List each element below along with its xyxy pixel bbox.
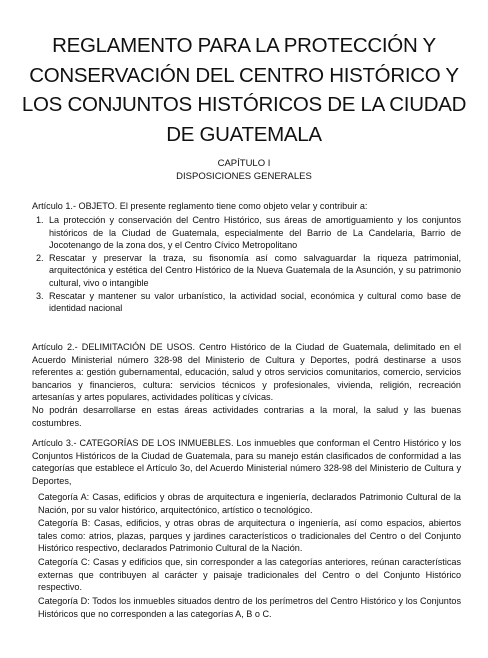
title-line: REGLAMENTO PARA LA PROTECCIÓN Y [52,34,436,57]
list-item-text: Rescatar y mantener su valor urbanístico, la actividad social, económica y cultural como base de identidad nacional [49,290,461,314]
list-item-number: 1. [36,215,44,225]
article-1-list [32,214,461,315]
list-item [32,290,461,315]
category-b: Categoría B: Casas, edificios, y otras obras de arquitectura o ingeniería, así como espacios, abiertos tales como: atrios, plazas, parques y jardines característicos o tradicionales del Centro o del Conjunto Histórico respectivo, declarados Patrimonio Cultural de la Nación. [38,518,461,554]
category-c: Categoría C: Casas y edificios que, sin corresponder a las categorías anteriores, reúnan características externas que contribuyen al carácter y paisaje tradicionales del Centro o del Conjunto Histórico respectivo. [38,557,461,593]
list-item-number: 2. [36,252,44,263]
chapter-name: DISPOSICIONES GENERALES [176,171,312,182]
category-a: Categoría A: Casas, edificios y obras de arquitectura e ingeniería, declarados Patrimonio Cultural de la Nación, por su valor histórico, arquitectónico, artístico o tecnológico. [38,492,461,515]
article-3-text: Artículo 3.- CATEGORÍAS DE LOS INMUEBLES. Los inmuebles que conforman el Centro Histórico y los Conjuntos Históricos de la Ciudad de Guatemala, para su manejo están clasificados de conformidad a las categorías que establece el Artículo 3o, del Acuerdo Ministerial número 328-98 del Ministerio de Cultura y Deportes, [32,438,461,486]
document-title [18,31,470,149]
article-2-text: Artículo 2.- DELIMITACIÓN DE USOS. Centro Histórico de la Ciudad de Guatemala, delimitado en el Acuerdo Ministerial número 328-98 del Ministerio de Cultura y Deportes, podrá destinarse a usos referentes a: gestión gubernamental, educación, salud y otros servicios comunitarios, comercio, servicios bancarios y financieros, cultura: servicios técnicos y profesionales, vivienda, religión, recreación artesanías y artes populares, actividades políticas y cívicas. [32,342,461,403]
title-line: CONSERVACIÓN DEL CENTRO HISTÓRICO Y [29,63,459,87]
list-item-text: La protección y conservación del Centro Histórico, sus áreas de amortiguamiento y los conjuntos históricos de la Ciudad de Guatemala, especialmente del Barrio de La Candelaria, Barrio de Jocotenango de la zona dos, y el Centro Cívico Metropolitano [49,215,461,251]
article-1-intro: Artículo 1.- OBJETO. El presente reglamento tiene como objeto velar y contribuir a: [32,201,368,211]
list-item-number: 3. [36,290,44,301]
category-d: Categoría D: Todos los inmuebles situados dentro de los perímetros del Centro Histórico y los Conjuntos Históricos que no corresponden a las categorías A, B o C. [38,596,461,619]
title-line: DE GUATEMALA [166,122,322,146]
chapter-number: CAPÍTULO I [217,158,271,169]
list-item-text: Rescatar y preservar la traza, su fisonomía así como salvaguardar la riqueza patrimonial, arquitectónica y estética del Centro Histórico de la Nueva Guatemala de la Asunción, y su patrimonio cultural, vivo o intangible [49,252,461,288]
title-line: LOS CONJUNTOS HISTÓRICOS DE LA CIUDAD [21,93,467,116]
list-item [32,252,461,290]
article-2-note: No podrán desarrollarse en estas áreas actividades contrarias a la moral, la salud y las buenas costumbres. [32,405,461,428]
list-item [32,214,461,252]
